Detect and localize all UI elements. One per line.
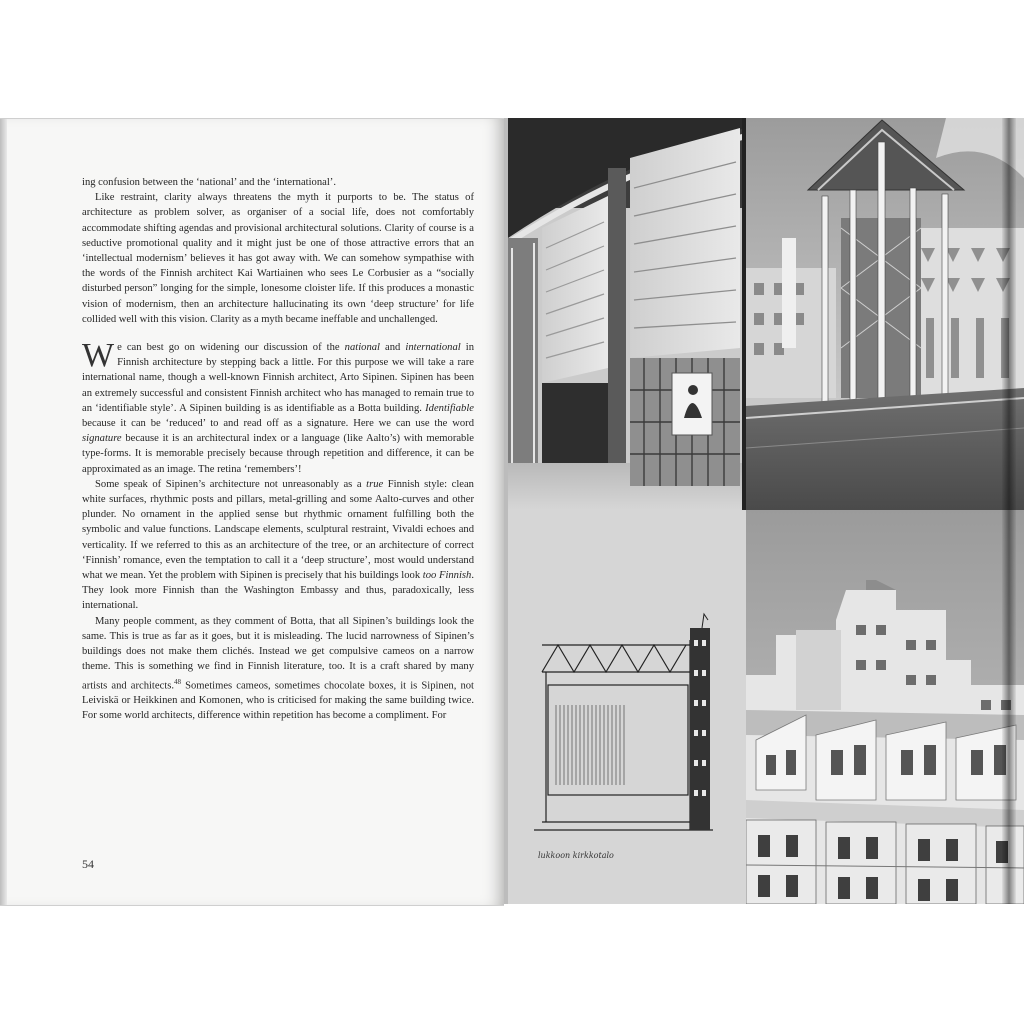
left-page	[0, 118, 504, 906]
building-facade-icon	[508, 118, 746, 510]
housing-block-icon	[746, 510, 1024, 904]
sketch-caption: lukkoon kirkkotalo	[538, 851, 614, 860]
sketch-drawing-icon	[508, 510, 746, 904]
open-book-spread	[0, 118, 1024, 906]
paragraph: Like restraint, clarity always threatens the myth it purports to be. The status of architecture as problem solver, as organiser of a social life, does not comfortably accommodate shifting agendas and provisional architectural solutions. Clarity of course is a seductive promotional quality and it might just be one of those attractive errors that an ‘intellectual modernism’ believes it has got away with. We can somehow sympathise with the words of the Finnish architect Kai Wartiainen who sees Le Corbusier as a “socially disturbed person” longing for the simple, lonesome cloister life. If this produces a monastic vision of modernism, then an architecture hallucinating its own ‘deep structure’ for life collided well with this vision. Clarity as a myth became ineffable and unchallenged.	[82, 192, 474, 325]
body-text	[82, 175, 474, 724]
italic-text: too Finnish	[422, 570, 472, 582]
page-number: 54	[82, 857, 94, 871]
italic-text: Identifiable	[425, 402, 474, 414]
paragraph: ing confusion between the ‘national’ and the ‘international’.	[82, 177, 336, 188]
text-run: . They look more Finnish than the Washington Embassy and thus, paradoxically, less international.	[82, 570, 474, 612]
text-run: Finnish style: clean white surfaces, rhythmic posts and pillars, metal-grilling and some Aalto-curves and other plunder. No ornament in the applied sense but rhythmic ornament fulfilling both the symbolic and value functions. Landscape elements, sculptural restraint, Vivaldi echoes and verticality. If we referred to this as an architecture of the tree, or an architecture of correct ‘Finnish’ romance, even the temptation to call it a ‘deep structure’, most would understand what we mean. Yet the problem with Sipinen is precisely that his buildings look	[82, 478, 474, 582]
text-run: and	[380, 342, 406, 354]
footnote-ref: 48	[174, 677, 181, 686]
text-run: e can best go on widening our discussion of the	[117, 342, 345, 354]
text-run: in Finnish architecture by stepping back a little. For this purpose we will take a rare international name, though a well-known Finnish architect, Arto Sipinen. Sipinen has been an extremely successful and consistent Finnish architect who has managed to remain true to an ‘identifiable style’. A Sipinen building is as identifiable as a Botta building.	[82, 342, 475, 414]
paragraph	[82, 477, 474, 614]
tower-photo	[746, 118, 1024, 510]
right-page	[504, 118, 1024, 904]
paragraph	[82, 614, 474, 724]
page-edge	[0, 119, 7, 905]
book-gutter	[1002, 118, 1016, 904]
italic-text: national	[344, 342, 380, 354]
text-run: Sometimes cameos, sometimes chocolate boxes, it is Sipinen, not Leiviskä or Heikkinen and Komonen, who is criticised for making the same building twice. For some world architects, difference within repetition has become a compliment. For	[82, 680, 474, 722]
facade-photo	[508, 118, 746, 510]
housing-photo	[746, 510, 1024, 904]
elevation-sketch	[508, 510, 746, 904]
dropcap-letter: W	[82, 337, 115, 375]
italic-text: true	[366, 478, 384, 490]
building-tower-icon	[746, 118, 1024, 510]
text-run: because it is an architectural index or a language (like Aalto’s) with memorable type-forms. It is memorable precisely because through repetition and difference, it can be approximated as an image. The retina ‘remembers’!	[82, 433, 474, 475]
dropcap-paragraph	[82, 337, 475, 477]
italic-text: signature	[82, 433, 122, 445]
text-run: because it can be ‘reduced’ to and read off as a signature. Here we can use the word	[82, 418, 474, 430]
italic-text: international	[405, 342, 461, 354]
text-run: Some speak of Sipinen’s architecture not unreasonably as a	[95, 478, 367, 490]
text-run: Many people comment, as they comment of Botta, that all Sipinen’s buildings look the same. This is true as far as it goes, but it is misleading. The lucid narrowness of Sipinen’s buildings does not make them clichés. Instead we get compulsive cameos on a narrow theme. This is something we find in Finnish literature, too. It is a craft shared by many artists and architects.	[82, 615, 474, 692]
